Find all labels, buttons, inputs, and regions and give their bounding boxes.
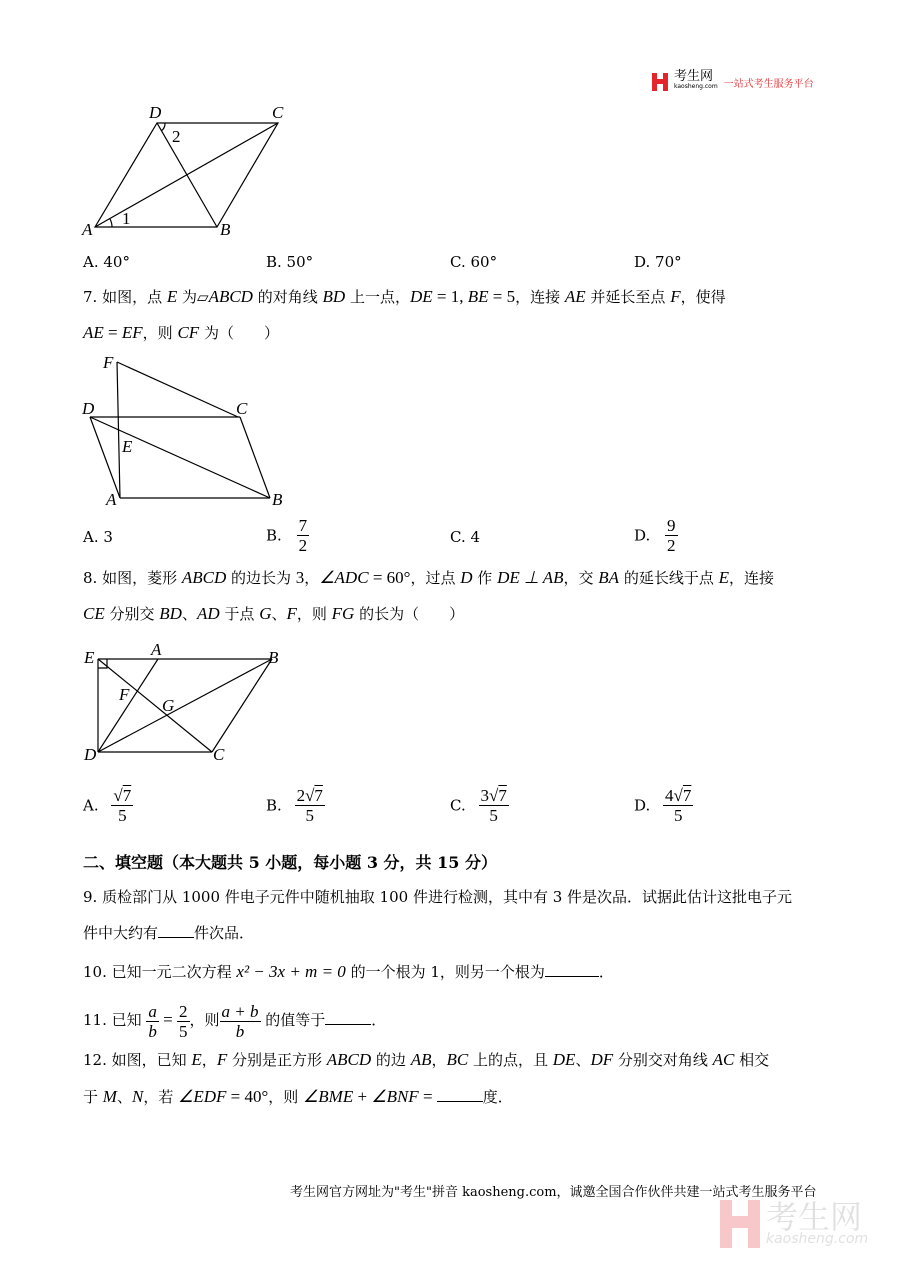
coefficient: 4 bbox=[665, 786, 674, 805]
logo-sub: kaosheng.com bbox=[674, 83, 718, 90]
math-run: AD bbox=[196, 604, 220, 623]
text-run: ，使得 bbox=[680, 288, 726, 306]
math-run: CE bbox=[83, 604, 105, 623]
kaosheng-watermark-icon bbox=[720, 1200, 760, 1248]
text-run: ． bbox=[598, 963, 614, 981]
text-run: 分别是正方形 bbox=[227, 1051, 327, 1069]
text-run: ， bbox=[201, 1051, 217, 1069]
math-run: M bbox=[102, 1087, 117, 1106]
denominator: 5 bbox=[489, 806, 498, 825]
math-run: ABCD bbox=[181, 568, 227, 587]
math-run: AC bbox=[712, 1050, 735, 1069]
text-run: 上的点，且 bbox=[468, 1051, 553, 1069]
denominator: 2 bbox=[298, 536, 308, 555]
math-run: BE bbox=[467, 287, 489, 306]
text-run: 件次品． bbox=[194, 924, 255, 942]
numerator: 7 bbox=[298, 516, 308, 535]
label-A: A bbox=[106, 490, 117, 509]
label-A: A bbox=[82, 220, 93, 239]
text-run: 的一个根为 1，则另一个根为 bbox=[345, 963, 545, 981]
math-run: F bbox=[286, 604, 297, 623]
option-a[interactable]: A. 40° bbox=[83, 253, 130, 271]
text-run: 分别交对角线 bbox=[613, 1051, 713, 1069]
text-run: 8. 如图，菱形 bbox=[83, 569, 182, 587]
coefficient: 3 bbox=[480, 786, 489, 805]
q12-line2 bbox=[83, 1087, 513, 1107]
option-label: A. bbox=[83, 796, 99, 815]
text-run: ，连接 bbox=[515, 288, 565, 306]
fraction-a-plus-b-over-b bbox=[220, 1002, 261, 1041]
math-run: AE bbox=[564, 287, 586, 306]
text-run: 10. 已知一元二次方程 bbox=[83, 963, 237, 981]
numerator: a + b bbox=[221, 1001, 259, 1021]
text-run: 11. 已知 bbox=[83, 1011, 142, 1029]
math-run: ∠BNF bbox=[371, 1087, 419, 1106]
numerator: 9 bbox=[667, 516, 676, 535]
option-label: B. bbox=[266, 526, 282, 545]
q9-line1: 9. 质检部门从 1000 件电子元件中随机抽取 100 件进行检测，其中有 3 件是次品．试据此估计这批电子元 bbox=[83, 888, 793, 906]
text-run: 、 bbox=[116, 1088, 132, 1106]
option-label: C. bbox=[450, 796, 466, 815]
label-D: D bbox=[149, 103, 162, 122]
answer-blank[interactable] bbox=[325, 1010, 371, 1025]
text-run: 、 bbox=[271, 605, 287, 623]
numerator: √7 bbox=[113, 786, 132, 805]
math-run: ∠EDF bbox=[178, 1087, 227, 1106]
text-run: 并延长至点 bbox=[585, 288, 671, 306]
option-c[interactable]: C. 60° bbox=[450, 253, 498, 271]
denominator: 5 bbox=[118, 806, 127, 825]
denominator: 5 bbox=[673, 806, 683, 825]
watermark-sub: kaosheng.com bbox=[766, 1231, 869, 1247]
math-run: = 60° bbox=[368, 568, 411, 587]
math-run: = bbox=[418, 1087, 437, 1106]
math-run: F bbox=[216, 1050, 228, 1069]
option-b[interactable] bbox=[266, 516, 309, 555]
logo-text: 考生网 bbox=[674, 69, 714, 84]
math-run: E bbox=[166, 287, 178, 306]
option-label: D. bbox=[634, 526, 651, 545]
math-run: BD bbox=[322, 287, 346, 306]
label-D: D bbox=[82, 399, 95, 418]
text-run: ， bbox=[304, 569, 320, 587]
figure-q8 bbox=[0, 640, 900, 770]
text-run: ，连接 bbox=[729, 569, 775, 587]
fraction-2-5 bbox=[177, 1002, 190, 1041]
q9-line2 bbox=[83, 923, 254, 943]
text-run: 7. 如图，点 bbox=[83, 288, 167, 306]
text-run: 、 bbox=[575, 1051, 591, 1069]
watermark bbox=[720, 1200, 868, 1248]
math-run: EF bbox=[121, 323, 143, 342]
math-run: = 5 bbox=[488, 287, 516, 306]
math-run: + bbox=[353, 1087, 372, 1106]
math-run: AE bbox=[83, 323, 104, 342]
math-run: 3 bbox=[295, 568, 305, 587]
math-run: N bbox=[131, 1087, 144, 1106]
numerator: 4√7 bbox=[665, 786, 692, 805]
text-run: 分别交 bbox=[104, 605, 160, 623]
text-run: 作 bbox=[472, 569, 498, 587]
math-run: G bbox=[259, 604, 272, 623]
text-run: 为（ ） bbox=[199, 324, 279, 342]
text-run: 的值等于 bbox=[260, 1011, 326, 1029]
option-label: D. bbox=[634, 796, 651, 815]
math-run: ∠ADC bbox=[319, 568, 369, 587]
option-b[interactable]: B. 50° bbox=[266, 253, 314, 271]
fraction bbox=[297, 516, 310, 555]
label-C: C bbox=[272, 103, 284, 122]
q8-line2 bbox=[83, 604, 464, 624]
label-E: E bbox=[84, 648, 95, 667]
label-F: F bbox=[119, 685, 130, 704]
footer-text: 考生网官方网址为"考生"拼音 kaosheng.com，诚邀全国合作伙伴共建一站式考生服务平台 bbox=[290, 1185, 817, 1200]
denominator: b bbox=[235, 1021, 245, 1041]
fraction bbox=[665, 516, 678, 555]
text-run: 件中大约有 bbox=[83, 924, 159, 942]
label-D: D bbox=[84, 745, 97, 764]
text-run: 的边 bbox=[371, 1051, 411, 1069]
math-run: ABCD bbox=[208, 287, 253, 306]
option-d[interactable] bbox=[634, 516, 678, 555]
math-run: CF bbox=[177, 323, 200, 342]
numerator: 2√7 bbox=[296, 786, 323, 805]
math-run: E bbox=[718, 568, 729, 587]
numerator: 2 bbox=[179, 1001, 188, 1021]
label-C: C bbox=[236, 399, 248, 418]
math-run: ABCD bbox=[326, 1050, 372, 1069]
label-E: E bbox=[122, 437, 133, 456]
option-a[interactable]: A. 3 bbox=[83, 528, 113, 546]
numerator: 3√7 bbox=[480, 786, 507, 805]
math-run: F bbox=[670, 287, 681, 306]
radicand: 7 bbox=[498, 786, 507, 805]
math-run: = bbox=[103, 323, 122, 342]
text-run: 相交 bbox=[734, 1051, 770, 1069]
text-run: 、 bbox=[181, 605, 197, 623]
math-run: ∠BME bbox=[303, 1087, 354, 1106]
label-C: C bbox=[213, 745, 225, 764]
option-d[interactable] bbox=[634, 786, 693, 825]
denominator: 5 bbox=[305, 806, 314, 825]
fraction bbox=[111, 786, 133, 825]
math-run: = 1, bbox=[432, 287, 468, 306]
text-run: ，则 bbox=[268, 1088, 304, 1106]
text-run: 12. 如图，已知 bbox=[83, 1051, 192, 1069]
text-run: ，则 bbox=[142, 324, 178, 342]
text-run: 上一点， bbox=[345, 288, 410, 306]
option-a[interactable] bbox=[83, 786, 133, 825]
label-F: F bbox=[103, 353, 114, 372]
math-run: D bbox=[460, 568, 473, 587]
label-B: B bbox=[268, 648, 279, 667]
q10-line bbox=[83, 962, 614, 982]
radicand: 7 bbox=[122, 786, 132, 805]
denominator: b bbox=[148, 1021, 157, 1041]
text-run: ． bbox=[371, 1011, 387, 1029]
text-run: 的延长线于点 bbox=[619, 569, 719, 587]
option-c[interactable] bbox=[450, 786, 509, 825]
fraction-a-over-b bbox=[146, 1002, 159, 1041]
text-run: ，则 bbox=[189, 1011, 220, 1029]
math-run: BC bbox=[446, 1050, 469, 1069]
fraction bbox=[663, 786, 693, 825]
watermark-text: 考生网 bbox=[766, 1198, 863, 1236]
option-label: B. bbox=[266, 796, 282, 815]
text-run: 度． bbox=[482, 1088, 513, 1106]
label-A: A bbox=[151, 640, 162, 659]
math-run: E bbox=[191, 1050, 202, 1069]
fraction bbox=[479, 786, 509, 825]
fraction bbox=[295, 786, 325, 825]
numerator: a bbox=[148, 1001, 157, 1021]
math-run: DE ⊥ AB bbox=[497, 568, 564, 587]
label-B: B bbox=[220, 220, 231, 239]
angle-2-label: 2 bbox=[172, 127, 181, 146]
option-d[interactable]: D. 70° bbox=[634, 253, 682, 271]
text-run: ， bbox=[431, 1051, 447, 1069]
denominator: 2 bbox=[667, 536, 676, 555]
equals: = bbox=[158, 1010, 177, 1029]
text-run: 于点 bbox=[219, 605, 260, 623]
label-B: B bbox=[272, 490, 283, 509]
math-run: DE bbox=[552, 1050, 576, 1069]
denominator: 5 bbox=[179, 1021, 188, 1041]
label-G: G bbox=[162, 696, 175, 715]
math-run: BA bbox=[598, 568, 620, 587]
equation: x² − 3x + m = 0 bbox=[236, 962, 346, 981]
math-run: = 40° bbox=[226, 1087, 269, 1106]
figure-q6 bbox=[0, 0, 900, 260]
figure-q7 bbox=[0, 340, 900, 515]
option-b[interactable] bbox=[266, 786, 325, 825]
answer-blank[interactable] bbox=[545, 962, 599, 977]
text-run: ，则 bbox=[296, 605, 332, 623]
text-run: 的边长为 bbox=[226, 569, 296, 587]
text-run: 的对角线 bbox=[252, 288, 323, 306]
text-run: ，若 bbox=[143, 1088, 179, 1106]
text-run: 为▱ bbox=[177, 288, 209, 306]
coefficient: 2 bbox=[296, 786, 306, 805]
option-c[interactable]: C. 4 bbox=[450, 528, 481, 546]
math-run: DE bbox=[409, 287, 433, 306]
math-run: BD bbox=[159, 604, 182, 623]
q8-line1 bbox=[83, 568, 774, 588]
math-run: AB bbox=[410, 1050, 432, 1069]
section-heading: 二、填空题（本大题共 5 小题，每小题 3 分，共 15 分） bbox=[83, 853, 497, 872]
text-run: ，过点 bbox=[410, 569, 461, 587]
radicand: 7 bbox=[682, 786, 692, 805]
q12-line1 bbox=[83, 1050, 769, 1070]
logo-slogan: 一站式考生服务平台 bbox=[723, 78, 814, 90]
math-run: FG bbox=[331, 604, 355, 623]
angle-1-label: 1 bbox=[122, 209, 131, 228]
answer-blank[interactable] bbox=[437, 1087, 483, 1102]
radicand: 7 bbox=[314, 786, 323, 805]
q11-line bbox=[83, 1000, 386, 1041]
q7-line1 bbox=[83, 287, 726, 307]
text-run: 于 bbox=[83, 1088, 103, 1106]
answer-blank[interactable] bbox=[158, 923, 194, 938]
text-run: ，交 bbox=[563, 569, 599, 587]
math-run: DF bbox=[590, 1050, 614, 1069]
text-run: 的长为（ ） bbox=[354, 605, 465, 623]
